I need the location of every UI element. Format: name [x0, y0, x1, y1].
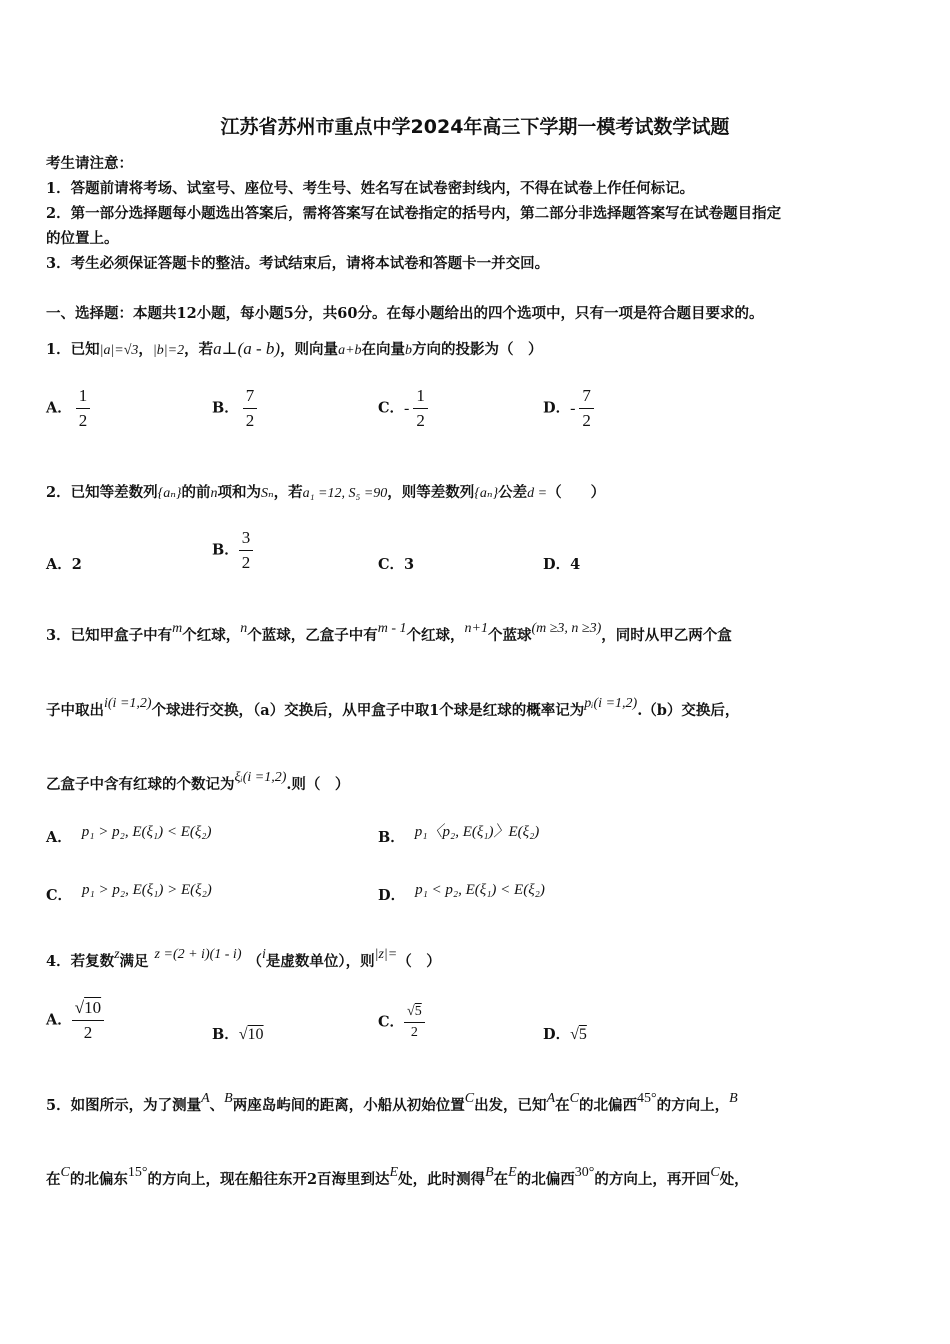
square-root: √5 [570, 1026, 587, 1043]
section-heading: 一、选择题：本题共12小题，每小题5分，共60分。在每小题给出的四个选项中，只有一项是符合题目要求的。 [46, 305, 764, 322]
math-expr: p₁〈p₂, E(ξ₁)〉E(ξ₂) [414, 824, 540, 840]
question-1: 1．已知|a|=√3，|b|=2，若a⊥(a - b)，则向量a+b在向量b方向的投影为（ ） [46, 339, 543, 358]
math-expr: E [508, 1165, 517, 1180]
notice-heading: 考生请注意： [46, 155, 133, 172]
exam-title: 江苏省苏州市重点中学2024年高三下学期一模考试数学试题 [220, 116, 730, 138]
q4-option-a[interactable]: A． $\frac{√10}{2}$ [46, 998, 104, 1043]
math-expr: m [172, 621, 183, 636]
math-expr: i(i =1,2) [104, 696, 152, 711]
q3-option-c[interactable]: C． p₁ > p₂, E(ξ₁) > E(ξ₂) [46, 882, 212, 904]
math-expr: n [240, 621, 248, 636]
q4-option-d[interactable]: D．√5 [543, 1026, 587, 1043]
math-expr: C [710, 1165, 720, 1180]
math-expr: a+b [338, 343, 362, 358]
math-expr: z =(2 + i)(1 - i) [154, 947, 242, 962]
question-2: 2．已知等差数列{aₙ}的前n项和为Sₙ，若a₁ =12, S₅ =90，则等差数列{aₙ}公差d =（ ） [46, 484, 606, 501]
square-root: √10 [238, 1026, 264, 1043]
math-expr: i [261, 947, 266, 962]
question-5: 5．如图所示，为了测量A、B两座岛屿间的距离，小船从初始位置C出发，已知A在C的北偏西45°的方向上，B [46, 1091, 738, 1114]
math-expr: 30° [574, 1165, 595, 1180]
q4-option-b[interactable]: B．√10 [212, 1026, 264, 1043]
notice-item-2-cont: 的位置上。 [46, 230, 119, 247]
math-expr: ξᵢ(i =1,2) [234, 770, 287, 785]
math-expr: C [569, 1091, 579, 1106]
math-expr: E [389, 1165, 399, 1180]
q2-option-d[interactable]: D．4 [543, 556, 581, 573]
math-expr: pᵢ(i =1,2) [584, 696, 638, 711]
math-expr: B [224, 1091, 233, 1106]
math-expr: |a|=√3 [99, 343, 139, 358]
math-expr: |z|= [374, 947, 398, 962]
q3-option-b[interactable]: B． p₁〈p₂, E(ξ₁)〉E(ξ₂) [378, 824, 540, 846]
math-expr: Sₙ [260, 486, 274, 501]
question-5-line-2: 在C的北偏东15°的方向上，现在船往东开2百海里到达E处，此时测得B在E的北偏西30°的方向上，再开回C处， [46, 1165, 749, 1188]
math-expr: a⊥(a - b) [213, 339, 281, 358]
math-expr: {aₙ} [474, 486, 499, 501]
math-expr: n+1 [464, 621, 488, 636]
math-expr: p₁ > p₂, E(ξ₁) > E(ξ₂) [82, 882, 212, 898]
q1-option-d[interactable]: D．- $\frac{7}{2}$ [543, 386, 594, 431]
question-3: 3．已知甲盒子中有m个红球，n个蓝球，乙盒子中有m - 1个红球，n+1个蓝球(m ≥3, n ≥3)，同时从甲乙两个盒 [46, 621, 732, 644]
notice-item-1: 1．答题前请将考场、试室号、座位号、考生号、姓名写在试卷密封线内，不得在试卷上作任何标记。 [46, 180, 695, 197]
notice-item-3: 3．考生必须保证答题卡的整洁。考试结束后，请将本试卷和答题卡一并交回。 [46, 255, 550, 272]
q1-option-a[interactable]: A． $\frac{1}{2}$ [46, 386, 90, 431]
q1-option-b[interactable]: B． $\frac{7}{2}$ [212, 386, 257, 431]
question-4: 4．若复数z满足 z =(2 + i)(1 - i) （i是虚数单位），则|z|=（ ） [46, 947, 441, 970]
q1-option-c[interactable]: C．- $\frac{1}{2}$ [378, 386, 428, 431]
math-expr: m - 1 [377, 621, 407, 636]
question-3-line-2: 子中取出i(i =1,2)个球进行交换，（a）交换后，从甲盒子中取1个球是红球的概率记为pᵢ(i =1,2).（b）交换后， [46, 696, 740, 719]
fraction: $\frac{7}{2}$ [579, 386, 594, 431]
notice-item-2: 2．第一部分选择题每小题选出答案后，需将答案写在试卷指定的括号内，第二部分非选择题答案写在试卷题目指定 [46, 205, 782, 222]
math-expr: B [485, 1165, 494, 1180]
q3-option-d[interactable]: D． p₁ < p₂, E(ξ₁) < E(ξ₂) [378, 882, 545, 904]
math-expr: A [546, 1091, 556, 1106]
question-3-line-3: 乙盒子中含有红球的个数记为ξᵢ(i =1,2).则（ ） [46, 770, 350, 793]
q3-option-a[interactable]: A． p₁ > p₂, E(ξ₁) < E(ξ₂) [46, 824, 212, 846]
fraction: $\frac{3}{2}$ [239, 528, 254, 573]
q2-option-c[interactable]: C．3 [378, 556, 415, 573]
math-expr: C [464, 1091, 475, 1106]
fraction: $\frac{√5}{2}$ [404, 1004, 425, 1041]
math-expr: a₁ =12, S₅ =90 [302, 486, 388, 501]
fraction: $\frac{7}{2}$ [243, 386, 258, 431]
math-expr: {aₙ} [157, 486, 182, 501]
math-expr: A [201, 1091, 210, 1106]
math-expr: 15° [127, 1165, 148, 1180]
math-expr: p₁ < p₂, E(ξ₁) < E(ξ₂) [415, 882, 545, 898]
math-expr: 45° [636, 1091, 657, 1106]
math-expr: n [210, 486, 218, 501]
fraction: $\frac{1}{2}$ [76, 386, 91, 431]
math-expr: z [114, 947, 120, 962]
fraction: $\frac{1}{2}$ [413, 386, 428, 431]
q2-option-b[interactable]: B． $\frac{3}{2}$ [212, 528, 253, 573]
math-expr: C [60, 1165, 70, 1180]
math-expr: B [729, 1091, 738, 1106]
q2-option-a[interactable]: A．2 [46, 556, 82, 573]
math-expr: b [405, 343, 413, 358]
math-expr: |b|=2 [152, 343, 185, 358]
fraction: $\frac{√10}{2}$ [72, 998, 104, 1043]
math-expr: p₁ > p₂, E(ξ₁) < E(ξ₂) [81, 824, 212, 840]
q4-option-c[interactable]: C． $\frac{√5}{2}$ [378, 1004, 425, 1041]
math-expr: d = [527, 486, 548, 501]
math-expr: (m ≥3, n ≥3) [531, 621, 602, 636]
